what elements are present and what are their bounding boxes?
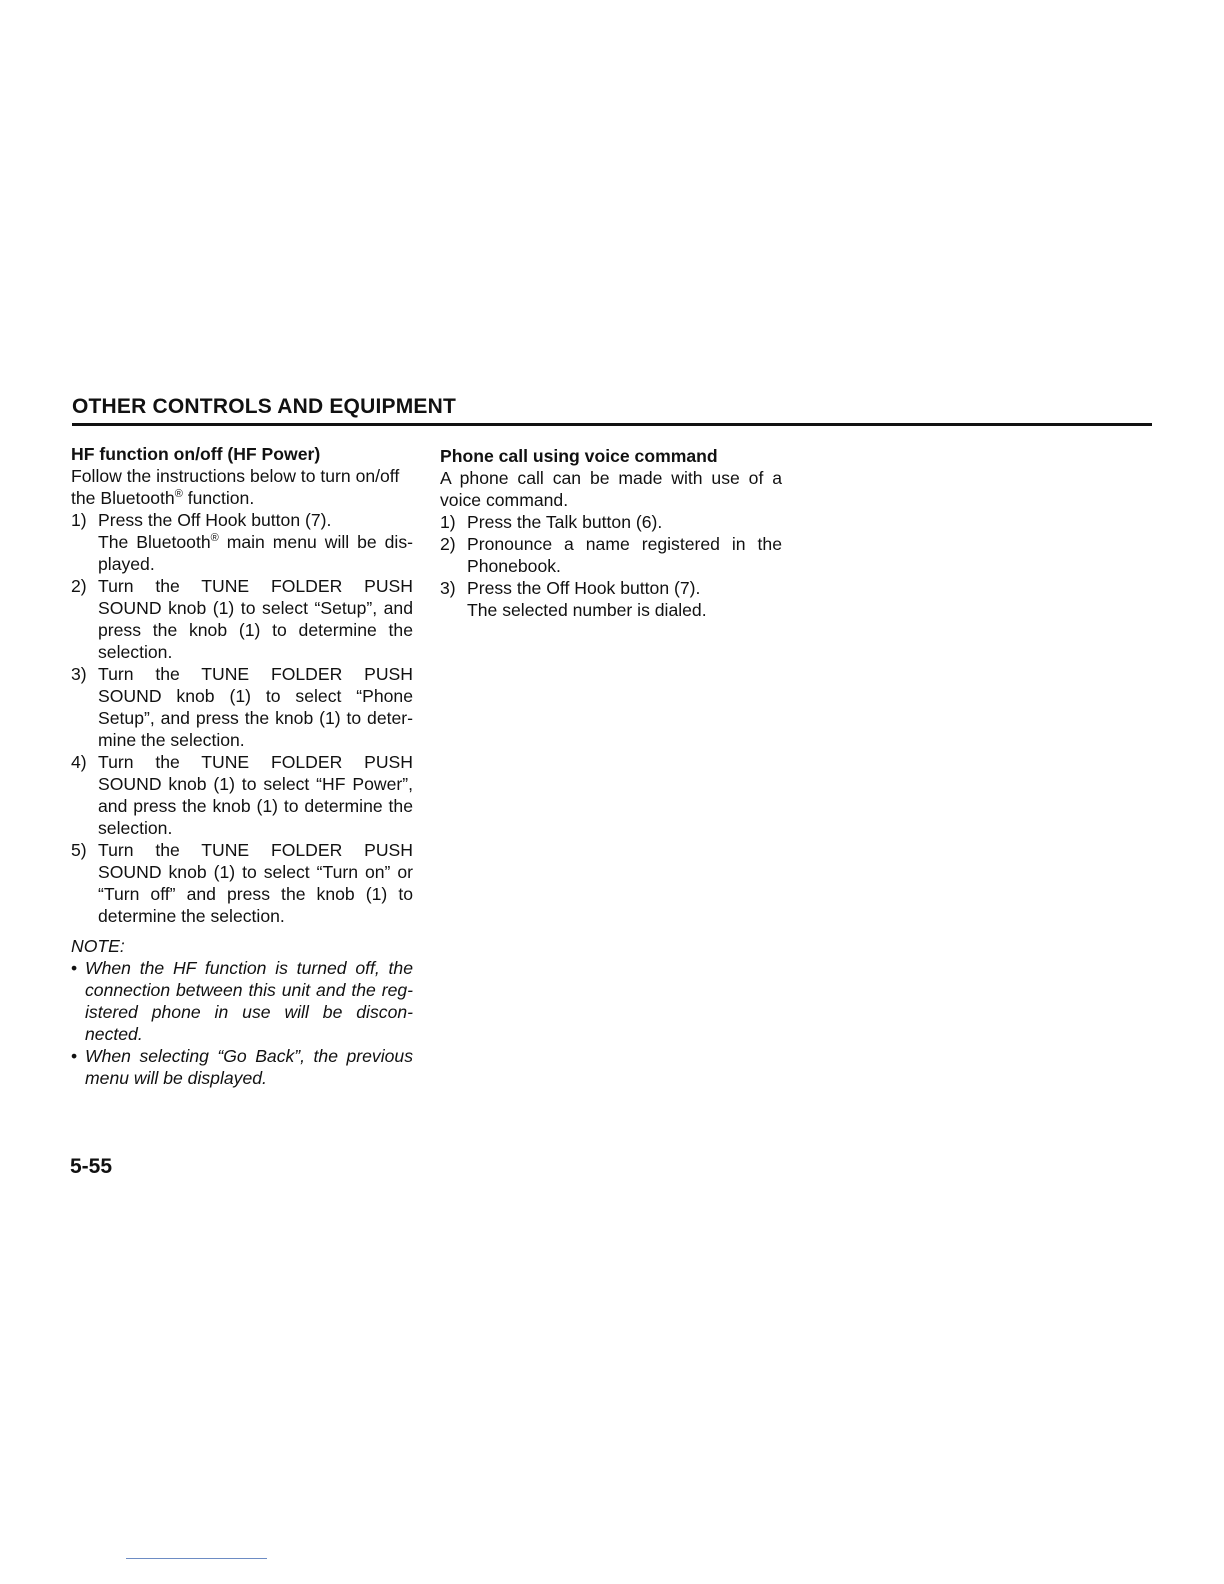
bullet-icon: • <box>71 958 78 978</box>
note-item <box>71 957 413 1045</box>
registered-mark: ® <box>174 488 183 500</box>
step-text: Press the Off Hook button (7). <box>98 510 332 530</box>
step-item <box>71 751 413 839</box>
step-result <box>98 531 413 575</box>
intro-line-1: Follow the instructions below to turn on/off <box>71 466 400 486</box>
step-item <box>440 577 782 621</box>
section-title: OTHER CONTROLS AND EQUIPMENT <box>72 395 456 418</box>
step-result-pre: The Bluetooth <box>98 532 211 552</box>
note-item <box>71 1045 413 1089</box>
voice-command-heading: Phone call using voice command <box>440 446 718 466</box>
step-item <box>440 511 782 533</box>
step-number: 1) <box>440 512 456 532</box>
step-number: 1) <box>71 510 87 530</box>
bottom-rule <box>126 1558 267 1559</box>
left-column <box>71 443 413 1089</box>
registered-mark: ® <box>210 532 219 544</box>
step-item <box>440 533 782 577</box>
right-column <box>440 443 782 621</box>
hf-power-steps <box>71 509 413 927</box>
note-list <box>71 957 413 1089</box>
step-text: Turn the TUNE FOLDER PUSH SOUND knob (1) to select “Phone Setup”, and press the knob (1) to deter-mine the selection. <box>98 664 413 750</box>
step-number: 3) <box>440 578 456 598</box>
note-text: When the HF function is turned off, the connection between this unit and the reg-istered phone in use will be discon-nected. <box>85 958 413 1044</box>
note-block <box>71 935 413 1089</box>
note-text: When selecting “Go Back”, the previous menu will be displayed. <box>85 1046 413 1088</box>
step-number: 2) <box>71 576 87 596</box>
intro-line-2-pre: the Bluetooth <box>71 488 175 508</box>
bullet-icon: • <box>71 1046 78 1066</box>
step-item <box>71 575 413 663</box>
step-number: 5) <box>71 840 87 860</box>
step-result-post: main menu will be dis-played. <box>98 532 413 574</box>
step-number: 4) <box>71 752 87 772</box>
intro-line-2-post: function. <box>182 488 255 508</box>
step-text: Press the Off Hook button (7). <box>467 578 701 598</box>
hf-power-heading: HF function on/off (HF Power) <box>71 444 321 464</box>
step-text: Turn the TUNE FOLDER PUSH SOUND knob (1) to select “HF Power”, and press the knob (1) to determine the selection. <box>98 752 413 838</box>
step-item <box>71 663 413 751</box>
header-rule <box>72 423 1152 426</box>
step-item <box>71 839 413 927</box>
voice-command-intro: A phone call can be made with use of a voice command. <box>440 468 782 510</box>
step-text: Press the Talk button (6). <box>467 512 663 532</box>
step-text: Pronounce a name registered in the Phonebook. <box>467 534 782 576</box>
step-item <box>71 509 413 575</box>
note-label: NOTE: <box>71 936 125 956</box>
step-number: 3) <box>71 664 87 684</box>
voice-command-steps <box>440 511 782 621</box>
step-result: The selected number is dialed. <box>467 600 707 620</box>
hf-power-intro <box>71 465 413 509</box>
step-text: Turn the TUNE FOLDER PUSH SOUND knob (1) to select “Turn on” or “Turn off” and press the knob (1) to determine the selection. <box>98 840 413 926</box>
step-number: 2) <box>440 534 456 554</box>
page-header <box>72 393 1152 426</box>
page-number: 5-55 <box>70 1155 113 1178</box>
step-text: Turn the TUNE FOLDER PUSH SOUND knob (1) to select “Setup”, and press the knob (1) to determine the selection. <box>98 576 413 662</box>
